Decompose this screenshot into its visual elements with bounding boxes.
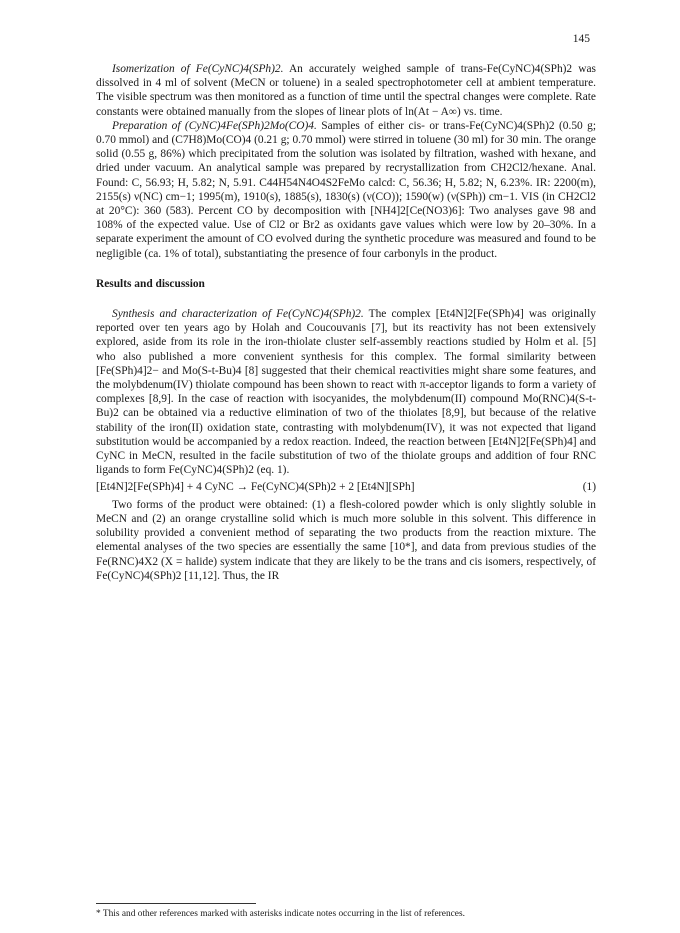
paragraph-products: Two forms of the product were obtained: (1) a flesh-colored powder which is only slightly soluble in MeCN and (2) an orange crystalline solid which is much more soluble in this solvent. This difference in solubility provided a convenient method of separating the two products from the reaction mixture. The elemental analyses of the two species are essentially the same [10*], and data from previous studies of the Fe(RNC)4X2 (X = halide) system indicate that they are likely to be the trans and cis isomers, respectively, of Fe(CyNC)4(SPh)2 [11,12]. Thus, the IR [96,498,596,582]
footnote-divider [96,903,256,904]
paragraph-lead: Synthesis and characterization of Fe(CyNC)4(SPh)2. [112,308,364,321]
paragraph-synthesis [96,307,596,477]
equation-text: [Et4N]2[Fe(SPh)4] + 4 CyNC → Fe(CyNC)4(SPh)2 + 2 [Et4N][SPh] [96,481,415,494]
footnote: * This and other references marked with asterisks indicate notes occurring in the list of references. [96,909,465,919]
paragraph-text: Samples of either cis- or trans-Fe(CyNC)4(SPh)2 (0.50 g; 0.70 mmol) and (C7H8)Mo(CO)4 (0.21 g; 0.70 mmol) were stirred in toluene (30 ml) for 30 min. The orange solid (0.55 g, 86%) which precipitated from the solution was isolated by filtration, washed with hexane, and dried under vacuum. An analytical sample was prepared by recrystallization from CH2Cl2/hexane. Anal. Found: C, 56.93; H, 5.82; N, 5.91. C44H54N4O4S2FeMo calcd: C, 56.36; H, 5.82; N, 6.23%. IR: 2200(m), 2155(s) ν(NC) cm−1; 1995(m), 1910(s), 1885(s), 1830(s) (ν(CO)); 1590(w) (ν(SPh)) cm−1. VIS (in CH2Cl2 at 20°C): 360 (583). Percent CO by decomposition with [NH4]2[Ce(NO3)6]: Two analyses gave 98 and 108% of the expected value. Use of Cl2 or Br2 as oxidants gave values which were low by 20–30%. In a separate experiment the amount of CO evolved during the synthetic procedure was measured and found to be negligible (ca. 1% of total), substantiating the presence of four carbonyls in the product. [96,119,596,260]
paragraph-isomerization [96,62,596,119]
section-heading: Results and discussion [96,277,205,290]
page-number: 145 [572,33,590,45]
equation-1 [96,480,596,494]
paragraph-text: The complex [Et4N]2[Fe(SPh)4] was originally reported over ten years ago by Holah and Coucouvanis [7], but its reactivity has not been extensively explored, aside from its role in the iron-thiolate cluster self-assembly reactions studied by Holm et al. [5] who also published a more convenient synthesis for this complex. The formal similarity between [Fe(SPh)4]2− and Mo(S-t-Bu)4 [8] suggested that their chemical reactivities might share some features, and the molybdenum(IV) thiolate compound has been shown to react with π-acceptor ligands to form a variety of complexes [8,9]. In the case of reaction with isocyanides, the molybdenum(II) compound Mo(RNC)4(S-t-Bu)2 can be obtained via a reductive elimination of two of the thiolates [8,9], but because of the relative stability of the iron(II) oxidation state, contrasting with molybdenum(IV), it was not expected that ligand substitution would be accompanied by a redox reaction. Indeed, the reaction between [Et4N]2[Fe(SPh)4] and CyNC in MeCN, resulted in the facile substitution of two of the thiolate groups and addition of four RNC ligands to form Fe(CyNC)4(SPh)2 (eq. 1). [96,308,596,477]
article-body [96,62,596,583]
equation-number: (1) [582,481,596,494]
paragraph-text: An accurately weighed sample of trans-Fe(CyNC)4(SPh)2 was dissolved in 4 ml of solvent (MeCN or toluene) in a sealed spectrophotometer cell at ambient temperature. The visible spectrum was then monitored as a function of time until the spectral changes were complete. Rate constants were obtained manually from the slopes of linear plots of ln(At − A∞) vs. time. [96,63,596,118]
paragraph-lead: Isomerization of Fe(CyNC)4(SPh)2. [112,63,284,75]
paragraph-preparation [96,119,596,261]
paragraph-lead: Preparation of (CyNC)4Fe(SPh)2Mo(CO)4. [112,119,317,132]
